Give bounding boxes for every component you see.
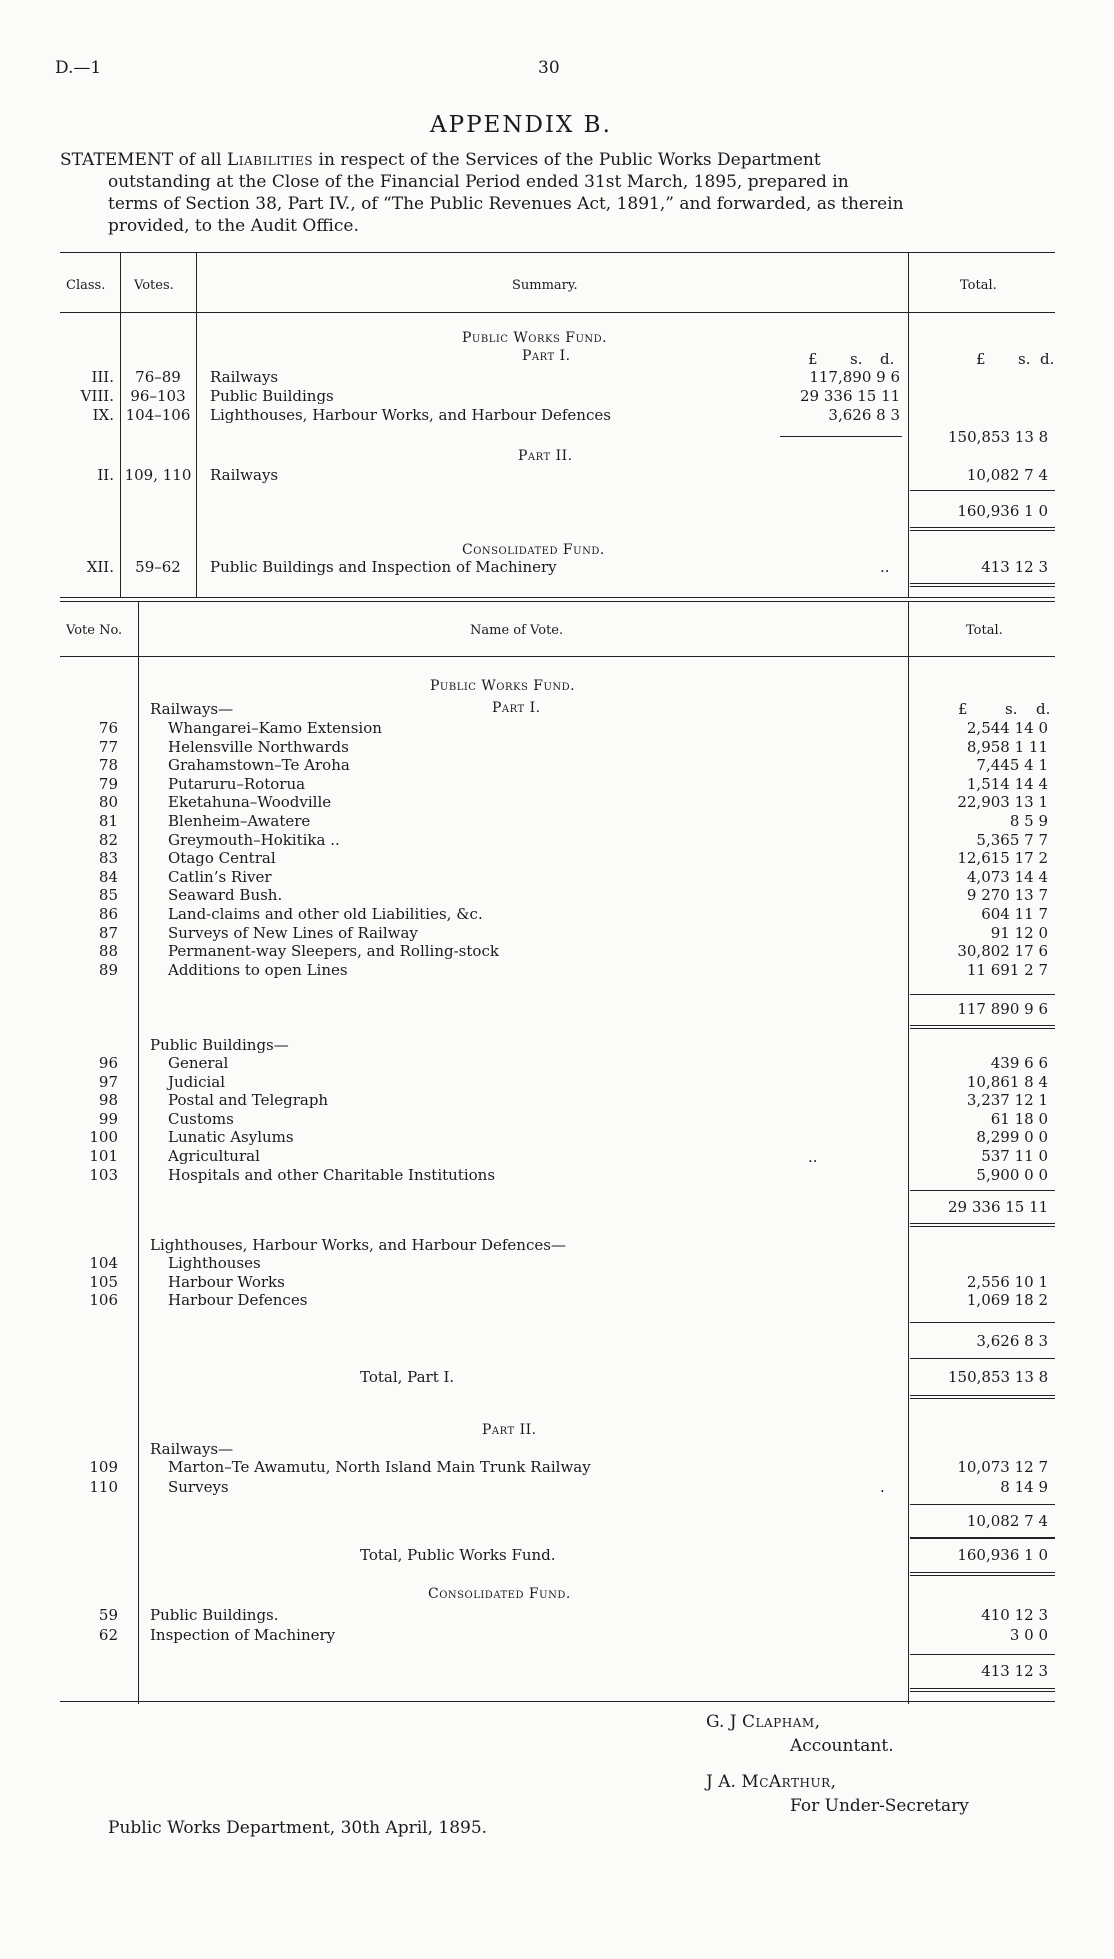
summary-votes: 96–103 bbox=[130, 387, 186, 405]
summary-cf-votes: 59–62 bbox=[135, 558, 181, 576]
detail-pound: £ bbox=[958, 700, 968, 718]
signatory-1 bbox=[706, 1712, 821, 1732]
vote-amount: 5,900 0 0 bbox=[976, 1165, 1048, 1184]
vote-amount: 4,073 14 4 bbox=[966, 867, 1048, 886]
vote-number: 104 bbox=[89, 1254, 118, 1272]
col-header-name: Name of Vote. bbox=[470, 623, 564, 638]
vote-number: 82 bbox=[98, 830, 118, 849]
summary-part2-class: II. bbox=[97, 466, 114, 484]
summary-votes: 104–106 bbox=[125, 406, 191, 424]
part2-total: 10,082 7 4 bbox=[966, 1512, 1048, 1530]
footer-date-line: Public Works Department, 30th April, 1895. bbox=[108, 1818, 488, 1838]
vote-name: Lighthouses bbox=[168, 1254, 261, 1272]
col-header-votes: Votes. bbox=[134, 278, 174, 293]
summary-cf-name: Public Buildings and Inspection of Machinery bbox=[210, 558, 557, 576]
statement-line-2: outstanding at the Close of the Financial Period ended 31st March, 1895, prepared in bbox=[108, 172, 849, 192]
vote-name: Helensville Northwards bbox=[168, 737, 349, 756]
vote-number: 80 bbox=[98, 793, 118, 812]
vote-amount: 8 5 9 bbox=[1009, 812, 1048, 830]
summary-cf-total: 413 12 3 bbox=[981, 558, 1048, 576]
vote-amount: 2,544 14 0 bbox=[966, 719, 1048, 737]
statement-line-3: terms of Section 38, Part IV., of “The Public Revenues Act, 1891,” and forwarded, as therein bbox=[108, 194, 904, 214]
railways-total: 117 890 9 6 bbox=[957, 1000, 1048, 1018]
vote-name: Catlin’s River bbox=[168, 867, 272, 886]
vote-name: Inspection of Machinery bbox=[150, 1626, 336, 1644]
vote-amount: 3 0 0 bbox=[1009, 1626, 1048, 1644]
vote-number: 78 bbox=[98, 756, 118, 775]
summary-name: Railways bbox=[210, 368, 279, 386]
part2-railways-label: Railways— bbox=[150, 1440, 234, 1458]
vote-name: Permanent-way Sleepers, and Rolling-stock bbox=[168, 942, 499, 961]
vote-name: Land-claims and other old Liabilities, &c. bbox=[168, 905, 483, 923]
appendix-title: APPENDIX B. bbox=[430, 112, 612, 138]
vote-amount: 10,861 8 4 bbox=[966, 1072, 1048, 1091]
detail-d: d. bbox=[1036, 700, 1051, 718]
vote-number: 76 bbox=[98, 719, 118, 737]
vote-name: General bbox=[168, 1054, 229, 1072]
statement-lead: STATEMENT of all bbox=[60, 150, 222, 170]
col-header-detail-total: Total. bbox=[966, 623, 1003, 638]
vote-name: Lunatic Asylums bbox=[168, 1128, 294, 1147]
detail-cf-heading: Consolidated Fund. bbox=[428, 1586, 571, 1602]
vote-amount: 91 12 0 bbox=[990, 923, 1048, 942]
vote-name: Grahamstown–Te Aroha bbox=[168, 756, 350, 775]
series-code: D.—1 bbox=[55, 58, 102, 78]
vote-amount: 7,445 4 1 bbox=[976, 756, 1048, 775]
col-header-class: Class. bbox=[66, 278, 106, 293]
vote-amount: 61 18 0 bbox=[990, 1109, 1048, 1128]
vote-number: 103 bbox=[89, 1165, 118, 1184]
vote-name: Surveys of New Lines of Railway bbox=[168, 923, 418, 942]
page-number: 30 bbox=[538, 58, 560, 78]
summary-votes: 76–89 bbox=[135, 368, 181, 386]
vote-amount: 410 12 3 bbox=[981, 1606, 1048, 1624]
vote-amount: 2,556 10 1 bbox=[966, 1272, 1048, 1291]
vote-number: 86 bbox=[98, 905, 118, 923]
vote-number: 96 bbox=[98, 1054, 118, 1072]
summary-amount: 29 336 15 11 bbox=[800, 387, 901, 405]
summary-name: Public Buildings bbox=[210, 387, 334, 405]
vote-name: Customs bbox=[168, 1109, 234, 1128]
vote-amount: 9 270 13 7 bbox=[966, 886, 1048, 905]
buildings-dots: .. bbox=[808, 1148, 818, 1166]
vote-name: Otago Central bbox=[168, 849, 276, 868]
vote-name: Additions to open Lines bbox=[168, 960, 348, 979]
vote-number: 62 bbox=[98, 1626, 118, 1644]
cf-total: 413 12 3 bbox=[981, 1662, 1048, 1680]
vote-number: 81 bbox=[98, 812, 118, 830]
vote-name: Harbour Works bbox=[168, 1272, 285, 1291]
summary-class: IX. bbox=[92, 406, 114, 424]
summary-class: III. bbox=[91, 368, 114, 386]
vote-amount: 1,514 14 4 bbox=[966, 774, 1048, 793]
summary-pwf-total: 160,936 1 0 bbox=[957, 502, 1048, 520]
vote-name: Greymouth–Hokitika .. bbox=[168, 830, 340, 849]
signatory-1-initials: G. J bbox=[706, 1712, 737, 1732]
summary-s-2: s. bbox=[1018, 350, 1031, 368]
total-pwf: 160,936 1 0 bbox=[957, 1546, 1048, 1564]
vote-amount: 537 11 0 bbox=[981, 1147, 1048, 1165]
vote-number: 77 bbox=[98, 737, 118, 756]
vote-name: Hospitals and other Charitable Institutions bbox=[168, 1165, 496, 1184]
summary-part2-votes: 109, 110 bbox=[124, 466, 192, 484]
summary-part1-heading: Part I. bbox=[522, 348, 571, 364]
vote-amount: 8 14 9 bbox=[1000, 1478, 1048, 1496]
vote-name: Seaward Bush. bbox=[168, 886, 283, 905]
summary-s-1: s. bbox=[850, 350, 863, 368]
signatory-1-surname: Clapham, bbox=[742, 1712, 821, 1732]
summary-pwf-heading: Public Works Fund. bbox=[462, 330, 608, 346]
vote-number: 99 bbox=[98, 1109, 118, 1128]
vote-number: 110 bbox=[89, 1478, 118, 1496]
vote-amount: 12,615 17 2 bbox=[957, 849, 1048, 868]
summary-class: VIII. bbox=[80, 387, 114, 405]
buildings-total: 29 336 15 11 bbox=[948, 1198, 1049, 1216]
vote-name: Putaruru–Rotorua bbox=[168, 774, 306, 793]
vote-amount: 439 6 6 bbox=[990, 1054, 1048, 1072]
summary-amount: 117,890 9 6 bbox=[809, 368, 900, 386]
summary-cf-class: XII. bbox=[86, 558, 114, 576]
summary-pound-1: £ bbox=[808, 350, 818, 368]
summary-d-1: d. bbox=[880, 350, 895, 368]
summary-part2-total: 10,082 7 4 bbox=[966, 466, 1048, 484]
buildings-label: Public Buildings— bbox=[150, 1036, 289, 1054]
vote-amount: 30,802 17 6 bbox=[957, 942, 1048, 961]
railways-label: Railways— bbox=[150, 700, 234, 718]
vote-number: 87 bbox=[98, 923, 118, 942]
vote-amount: 10,073 12 7 bbox=[957, 1458, 1048, 1476]
vote-number: 106 bbox=[89, 1291, 118, 1310]
summary-name: Lighthouses, Harbour Works, and Harbour Defences bbox=[210, 406, 611, 424]
total-part1: 150,853 13 8 bbox=[948, 1368, 1049, 1386]
total-part1-label: Total, Part I. bbox=[360, 1368, 455, 1386]
vote-name: Harbour Defences bbox=[168, 1291, 308, 1310]
vote-amount: 3,237 12 1 bbox=[966, 1091, 1048, 1110]
lighthouses-label: Lighthouses, Harbour Works, and Harbour Defences— bbox=[150, 1236, 566, 1254]
vote-amount: 1,069 18 2 bbox=[966, 1291, 1048, 1310]
signatory-2-surname: McArthur, bbox=[741, 1772, 837, 1792]
summary-pound-2: £ bbox=[976, 350, 986, 368]
vote-amount: 604 11 7 bbox=[981, 905, 1048, 923]
summary-cf-dots: .. bbox=[880, 558, 890, 576]
signatory-2-title: For Under-Secretary bbox=[790, 1796, 969, 1816]
statement-liabilities: Liabilities bbox=[226, 150, 314, 170]
signatory-2 bbox=[706, 1772, 837, 1792]
vote-number: 101 bbox=[89, 1147, 118, 1165]
vote-amount: 8,958 1 11 bbox=[966, 737, 1048, 756]
vote-name: Agricultural bbox=[168, 1147, 260, 1165]
col-header-total: Total. bbox=[960, 278, 997, 293]
total-pwf-label: Total, Public Works Fund. bbox=[360, 1546, 556, 1564]
vote-amount: 5,365 7 7 bbox=[976, 830, 1048, 849]
signatory-2-initials: J A. bbox=[706, 1772, 736, 1792]
vote-number: 83 bbox=[98, 849, 118, 868]
vote-name: Public Buildings. bbox=[150, 1606, 279, 1624]
vote-number: 100 bbox=[89, 1128, 118, 1147]
vote-amount: 8,299 0 0 bbox=[976, 1128, 1048, 1147]
vote-number: 79 bbox=[98, 774, 118, 793]
detail-part1-heading: Part I. bbox=[492, 700, 541, 716]
statement-line1-rest: in respect of the Services of the Public Works Department bbox=[318, 150, 821, 170]
vote-number: 97 bbox=[98, 1072, 118, 1091]
vote-number: 89 bbox=[98, 960, 118, 979]
statement-line-1 bbox=[60, 150, 821, 170]
col-header-vote-no: Vote No. bbox=[66, 623, 123, 638]
summary-amount: 3,626 8 3 bbox=[828, 406, 900, 424]
vote-name: Blenheim–Awatere bbox=[168, 812, 311, 830]
vote-number: 88 bbox=[98, 942, 118, 961]
vote-number: 105 bbox=[89, 1272, 118, 1291]
statement-line-4: provided, to the Audit Office. bbox=[108, 216, 359, 236]
summary-cf-heading: Consolidated Fund. bbox=[462, 542, 605, 558]
lighthouses-total: 3,626 8 3 bbox=[976, 1332, 1048, 1350]
summary-d-2: d. bbox=[1040, 350, 1055, 368]
detail-part2-heading: Part II. bbox=[482, 1422, 537, 1438]
vote-name: Postal and Telegraph bbox=[168, 1091, 329, 1110]
vote-name: Whangarei–Kamo Extension bbox=[168, 719, 382, 737]
vote-number: 109 bbox=[89, 1458, 118, 1476]
vote-number: 59 bbox=[98, 1606, 118, 1624]
vote-number: 84 bbox=[98, 867, 118, 886]
detail-s: s. bbox=[1005, 700, 1018, 718]
vote-name: Surveys bbox=[168, 1478, 229, 1496]
vote-name: Marton–Te Awamutu, North Island Main Trunk Railway bbox=[168, 1458, 591, 1476]
vote-name: Eketahuna–Woodville bbox=[168, 793, 332, 812]
vote-name: Judicial bbox=[168, 1072, 226, 1091]
summary-part1-total: 150,853 13 8 bbox=[948, 428, 1049, 446]
vote-number: 98 bbox=[98, 1091, 118, 1110]
vote-amount: 22,903 13 1 bbox=[957, 793, 1048, 812]
col-header-summary: Summary. bbox=[512, 278, 578, 293]
vote-amount: 11 691 2 7 bbox=[966, 960, 1048, 979]
summary-part2-heading: Part II. bbox=[518, 448, 573, 464]
summary-part2-name: Railways bbox=[210, 466, 279, 484]
detail-pwf-heading: Public Works Fund. bbox=[430, 678, 576, 694]
vote-number: 85 bbox=[98, 886, 118, 905]
signatory-1-title: Accountant. bbox=[790, 1736, 894, 1756]
